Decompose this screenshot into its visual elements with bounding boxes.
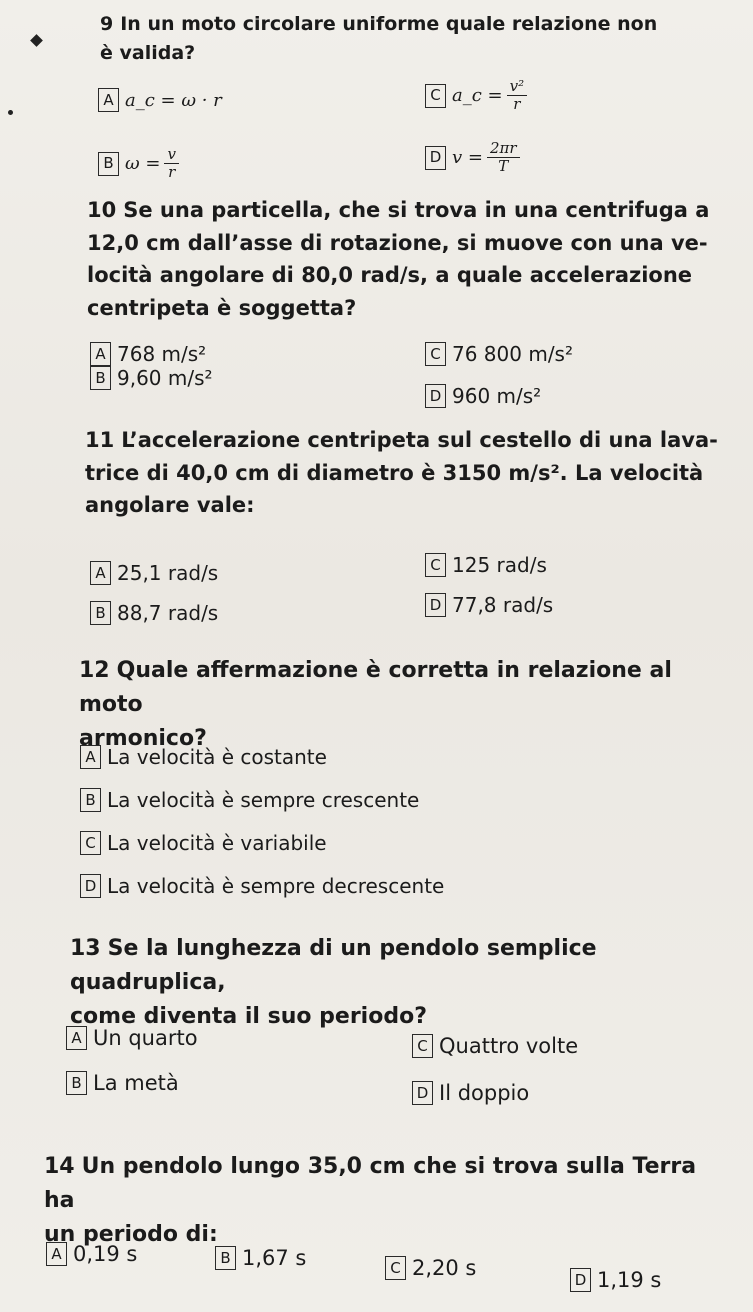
option-letter: A [90,561,111,585]
option-letter: B [215,1246,236,1270]
question-line: 12,0 cm dall’asse di rotazione, si muove con una ve- [87,230,708,255]
option-text: La velocità è costante [107,745,327,769]
option-11b[interactable] [90,601,218,625]
question-11 [85,424,735,522]
question-number: 14 [44,1154,75,1179]
option-letter: C [385,1256,406,1280]
option-letter: D [425,384,446,408]
option-14d[interactable] [570,1268,661,1292]
option-9a[interactable] [98,88,222,112]
option-text: La velocità è variabile [107,831,327,855]
option-letter: C [425,553,446,577]
numerator: 2πr [487,140,520,158]
option-text: 9,60 m/s² [117,366,213,390]
question-9 [100,10,660,69]
question-line: L’accelerazione centripeta sul cestello di una lava- [121,428,718,452]
question-line: come diventa il suo periodo? [70,1004,427,1030]
option-text: 960 m/s² [452,384,542,408]
formula: a_c = ω · r [125,89,222,111]
option-letter: A [66,1026,87,1050]
question-line: armonico? [79,726,207,752]
question-line: centripeta è soggetta? [87,295,357,320]
option-text: Quattro volte [439,1034,579,1058]
option-text: 1,19 s [597,1268,662,1292]
numerator: v² [507,78,528,96]
question-number: 10 [87,198,117,222]
option-12a[interactable] [80,745,327,769]
option-text: 1,67 s [242,1246,307,1270]
formula-lhs: v = [452,147,483,169]
option-text: 77,8 rad/s [452,593,554,617]
option-text: Un quarto [93,1026,198,1050]
option-12b[interactable] [80,788,419,812]
question-line: Quale affermazione è corretta in relazione al moto [79,658,672,718]
option-11d[interactable] [425,593,553,617]
option-13b[interactable] [66,1071,179,1095]
option-text: Il doppio [439,1081,530,1105]
option-13a[interactable] [66,1026,198,1050]
option-letter: C [412,1034,433,1058]
formula-lhs: a_c = [452,85,503,107]
denominator: r [513,95,521,114]
option-text: La velocità è sempre crescente [107,788,420,812]
option-letter: D [425,593,446,617]
option-9b[interactable] [98,146,179,182]
option-9c[interactable] [425,78,527,114]
option-text: 88,7 rad/s [117,601,219,625]
option-10b[interactable] [90,366,213,390]
option-10d[interactable] [425,384,541,408]
option-10a[interactable] [90,342,206,366]
option-letter: B [98,152,119,176]
numerator: v [164,146,178,164]
option-letter: B [90,601,111,625]
option-9d[interactable] [425,140,520,176]
option-letter: C [425,84,446,108]
option-13c[interactable] [412,1034,578,1058]
question-line: locità angolare di 80,0 rad/s, a quale accelerazione [87,263,693,288]
option-letter: D [570,1268,591,1292]
option-14c[interactable] [385,1256,476,1280]
option-14a[interactable] [46,1242,137,1266]
option-letter: A [90,342,111,366]
option-11a[interactable] [90,561,218,585]
option-letter: D [80,874,101,898]
margin-mark [30,34,43,47]
option-letter: D [425,146,446,170]
option-letter: A [46,1242,67,1266]
denominator: r [168,163,176,182]
question-number: 13 [70,936,101,961]
question-line: angolare vale: [85,493,255,518]
formula-lhs: ω = [125,153,161,175]
question-line: Un pendolo lungo 35,0 cm che si trova sulla Terra ha [44,1154,697,1214]
option-12d[interactable] [80,874,444,898]
question-10 [87,194,727,324]
option-letter: B [80,788,101,812]
question-line: trice di 40,0 cm di diametro è 3150 m/s². La velocità [85,460,704,485]
option-text: 2,20 s [412,1256,477,1280]
denominator: T [498,157,509,176]
option-12c[interactable] [80,831,327,855]
option-text: 25,1 rad/s [117,561,219,585]
option-text: 768 m/s² [117,342,207,366]
question-line: un periodo di: [44,1222,218,1248]
question-text: In un moto circolare uniforme quale relazione non è valida? [100,13,658,65]
option-letter: A [98,88,119,112]
option-10c[interactable] [425,342,573,366]
question-line: Se la lunghezza di un pendolo semplice quadruplica, [70,936,597,996]
option-letter: C [80,831,101,855]
question-line: Se una particella, che si trova in una centrifuga a [123,198,710,222]
question-14 [44,1150,734,1252]
option-text: La velocità è sempre decrescente [107,874,445,898]
option-text: 76 800 m/s² [452,342,573,366]
option-text: 125 rad/s [452,553,547,577]
question-number: 11 [85,428,115,452]
option-letter: C [425,342,446,366]
option-13d[interactable] [412,1081,529,1105]
option-11c[interactable] [425,553,547,577]
question-12 [79,654,729,756]
question-number: 12 [79,658,110,683]
question-number: 9 [100,13,114,35]
option-letter: B [90,366,111,390]
option-letter: B [66,1071,87,1095]
option-letter: D [412,1081,433,1105]
question-13 [70,932,740,1034]
margin-dot [8,110,13,115]
option-14b[interactable] [215,1246,306,1270]
option-text: 0,19 s [73,1242,138,1266]
option-letter: A [80,745,101,769]
option-text: La metà [93,1071,179,1095]
